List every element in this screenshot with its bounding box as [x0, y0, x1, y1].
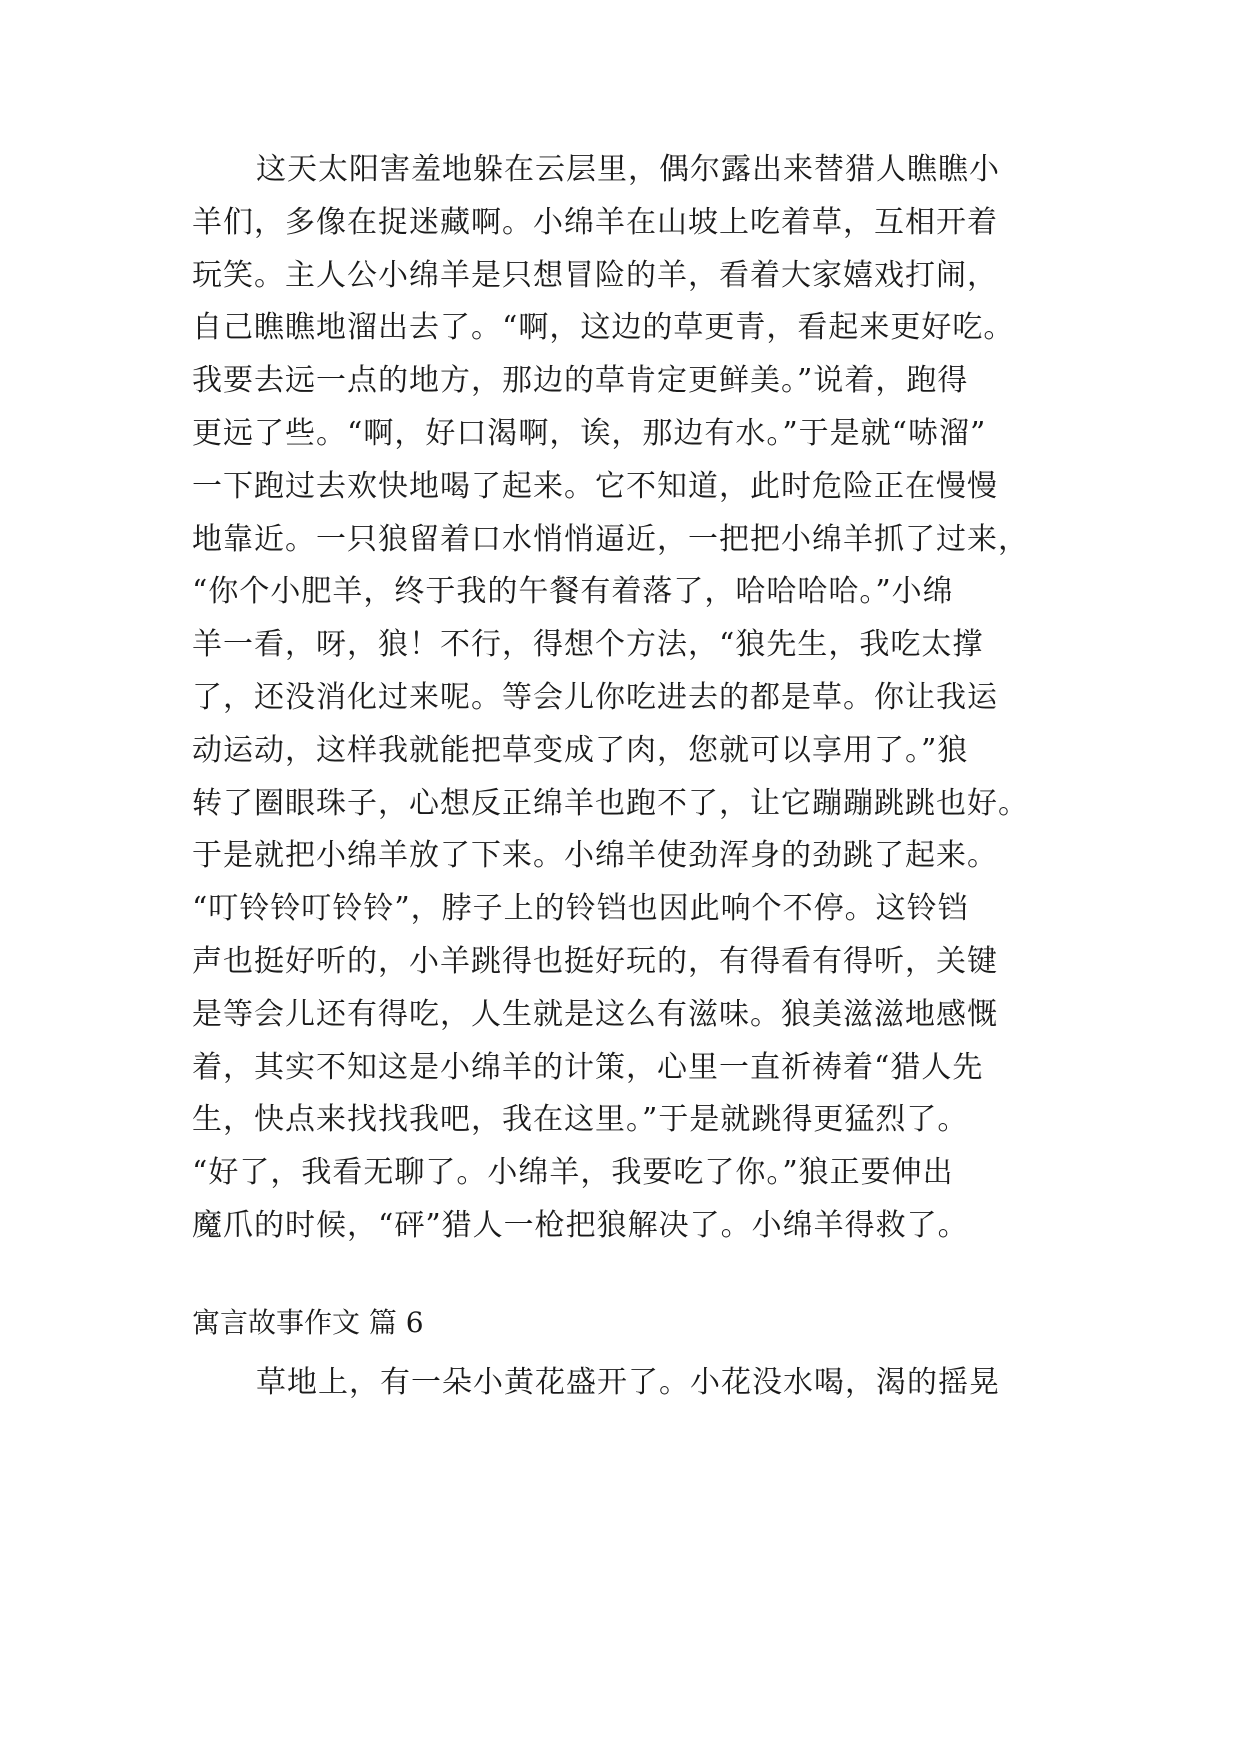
text-line: 我要去远一点的地方，那边的草肯定更鲜美。”说着，跑得 [192, 363, 969, 399]
text-line: 转了圈眼珠子，心想反正绵羊也跑不了，让它蹦蹦跳跳也好。 [192, 785, 1029, 821]
text-line: 羊一看，呀，狼！不行，得想个方法，“狼先生，我吃太撑 [192, 627, 984, 663]
text-line: 魔爪的时候，“砰”猎人一枪把狼解决了。小绵羊得救了。 [192, 1208, 969, 1243]
text-line: “叮铃铃叮铃铃”，脖子上的铃铛也因此响个不停。这铃铛 [192, 891, 969, 927]
text-line: 这天太阳害羞地躲在云层里，偶尔露出来替猎人瞧瞧小 [256, 152, 1000, 187]
text-line: “你个小肥羊，终于我的午餐有着落了，哈哈哈哈。”小绵 [192, 574, 954, 610]
text-line: 动运动，这样我就能把草变成了肉，您就可以享用了。”狼 [192, 732, 969, 768]
text-line: “好了，我看无聊了。小绵羊，我要吃了你。”狼正要伸出 [192, 1155, 954, 1191]
text-line: 于是就把小绵羊放了下来。小绵羊使劲浑身的劲跳了起来。 [192, 838, 998, 874]
text-line: 声也挺好听的，小羊跳得也挺好玩的，有得看有得听，关键 [192, 944, 998, 979]
text-line: 玩笑。主人公小绵羊是只想冒险的羊，看着大家嬉戏打闹， [192, 257, 998, 293]
text-line: 羊们，多像在捉迷藏啊。小绵羊在山坡上吃着草，互相开着 [192, 204, 998, 240]
text-line: 自己瞧瞧地溜出去了。“啊，这边的草更青，看起来更好吃。 [192, 310, 1015, 346]
text-line: 一下跑过去欢快地喝了起来。它不知道，此时危险正在慢慢 [192, 468, 998, 504]
text-line: 地靠近。一只狼留着口水悄悄逼近，一把把小绵羊抓了过来， [192, 521, 1029, 557]
section-heading: 寓言故事作文 篇 6 [192, 1306, 424, 1339]
text-line: 生，快点来找找我吧，我在这里。”于是就跳得更猛烈了。 [192, 1102, 969, 1138]
text-line: 更远了些。“啊，好口渴啊，诶，那边有水。”于是就“哧溜” [192, 416, 987, 451]
text-line: 着，其实不知这是小绵羊的计策，心里一直祈祷着“猎人先 [192, 1049, 984, 1085]
text-line: 了，还没消化过来呢。等会儿你吃进去的都是草。你让我运 [192, 680, 998, 715]
text-line: 草地上，有一朵小黄花盛开了。小花没水喝，渴的摇晃 [256, 1365, 1000, 1400]
text-line: 是等会儿还有得吃，人生就是这么有滋味。狼美滋滋地感慨 [192, 996, 998, 1032]
